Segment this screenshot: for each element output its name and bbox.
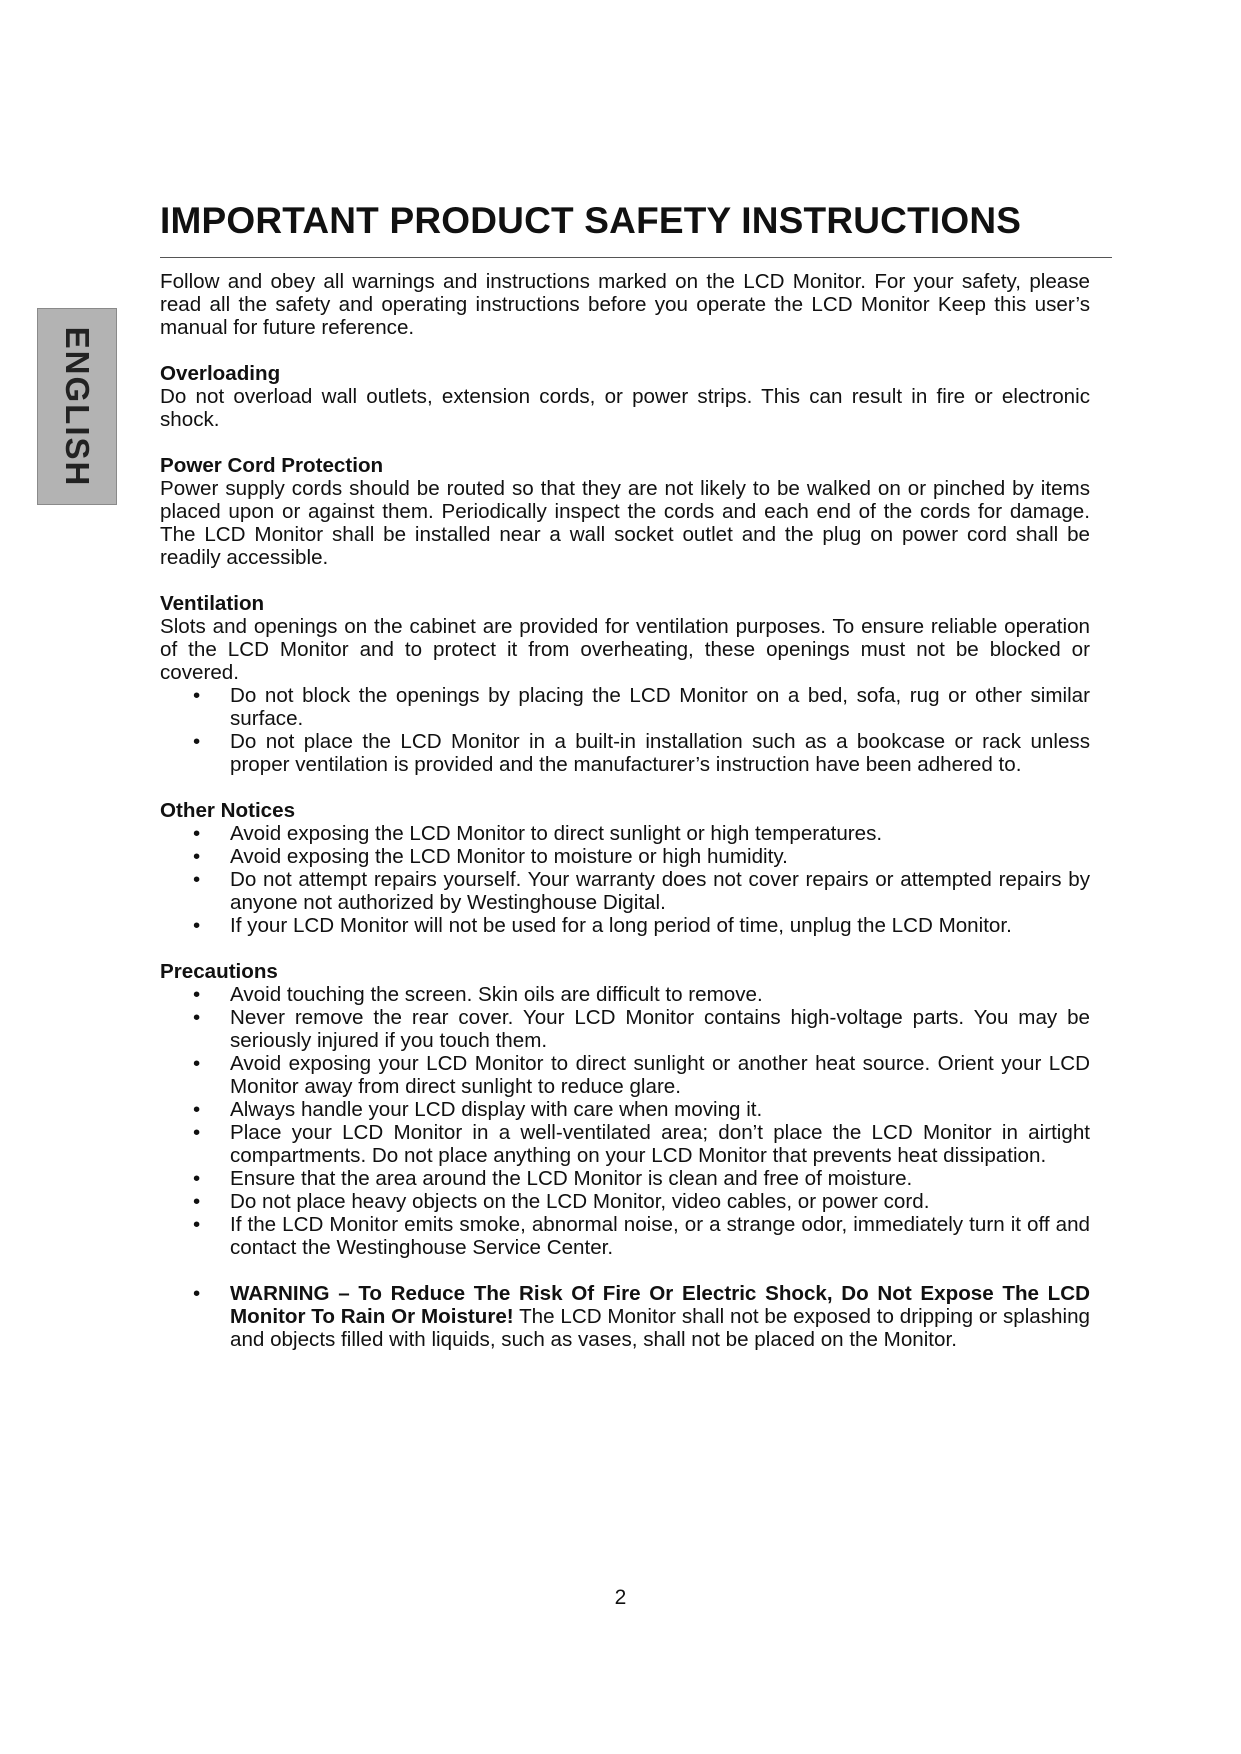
document-body — [160, 270, 1090, 1351]
list-item: • If the LCD Monitor emits smoke, abnormal noise, or a strange odor, immediately turn it off and contact the Westinghouse Service Center. — [160, 1213, 1090, 1259]
list-item: • Avoid exposing the LCD Monitor to direct sunlight or high temperatures. — [160, 822, 1090, 845]
list-item: • Do not attempt repairs yourself. Your warranty does not cover repairs or attempted repairs by anyone not authorized by Westinghouse Digital. — [160, 868, 1090, 914]
list-item: • Always handle your LCD display with care when moving it. — [160, 1098, 1090, 1121]
language-tab — [37, 308, 117, 505]
list-item: • Place your LCD Monitor in a well-ventilated area; don’t place the LCD Monitor in airtight compartments. Do not place anything on your LCD Monitor that prevents heat dissipation. — [160, 1121, 1090, 1167]
list-item: • Do not block the openings by placing the LCD Monitor on a bed, sofa, rug or other similar surface. — [160, 684, 1090, 730]
other-notices-heading: Other Notices — [160, 799, 296, 822]
ventilation-list — [160, 684, 1090, 776]
warning-text: The LCD Monitor shall not be exposed to dripping or splashing and objects filled with liquids, such as vases, shall not be placed on the Monitor. — [230, 1305, 1090, 1351]
list-item: • Avoid exposing your LCD Monitor to direct sunlight or another heat source. Orient your LCD Monitor away from direct sunlight to reduce glare. — [160, 1052, 1090, 1098]
warning-item — [160, 1282, 1090, 1351]
intro-paragraph: Follow and obey all warnings and instructions marked on the LCD Monitor. For your safety, please read all the safety and operating instructions before you operate the LCD Monitor Keep this user’s manual for future reference. — [160, 270, 1090, 339]
ventilation-text: Slots and openings on the cabinet are provided for ventilation purposes. To ensure reliable operation of the LCD Monitor and to protect it from overheating, these openings must not be blocked or covered. — [160, 615, 1090, 684]
overloading-heading: Overloading — [160, 362, 281, 385]
list-item: • Avoid exposing the LCD Monitor to moisture or high humidity. — [160, 845, 1090, 868]
warning-bold-text: WARNING – To Reduce The Risk Of Fire Or Electric Shock, Do Not Expose The LCD Monitor To Rain Or Moisture! — [230, 1282, 1090, 1328]
page-title: IMPORTANT PRODUCT SAFETY INSTRUCTIONS — [160, 200, 1022, 241]
list-item: • Never remove the rear cover. Your LCD Monitor contains high-voltage parts. You may be seriously injured if you touch them. — [160, 1006, 1090, 1052]
power-cord-heading: Power Cord Protection — [160, 454, 384, 477]
other-notices-list — [160, 822, 1090, 937]
language-tab-label: ENGLISH — [59, 326, 96, 487]
list-item: • Avoid touching the screen. Skin oils are difficult to remove. — [160, 983, 1090, 1006]
list-item: • Do not place heavy objects on the LCD Monitor, video cables, or power cord. — [160, 1190, 1090, 1213]
overloading-text: Do not overload wall outlets, extension cords, or power strips. This can result in fire or electronic shock. — [160, 385, 1090, 431]
precautions-list — [160, 983, 1090, 1351]
list-item: • If your LCD Monitor will not be used for a long period of time, unplug the LCD Monitor. — [160, 914, 1090, 937]
precautions-heading: Precautions — [160, 960, 278, 983]
ventilation-heading: Ventilation — [160, 592, 265, 615]
list-item: • Do not place the LCD Monitor in a built-in installation such as a bookcase or rack unless proper ventilation is provided and the manufacturer’s instruction have been adhered to. — [160, 730, 1090, 776]
list-item: • Ensure that the area around the LCD Monitor is clean and free of moisture. — [160, 1167, 1090, 1190]
title-divider — [160, 257, 1112, 258]
power-cord-text: Power supply cords should be routed so that they are not likely to be walked on or pinched by items placed upon or against them. Periodically inspect the cords and each end of the cords for damage. The LCD Monitor shall be installed near a wall socket outlet and the plug on power cord shall be readily accessible. — [160, 477, 1090, 569]
page-number: 2 — [614, 1586, 627, 1609]
